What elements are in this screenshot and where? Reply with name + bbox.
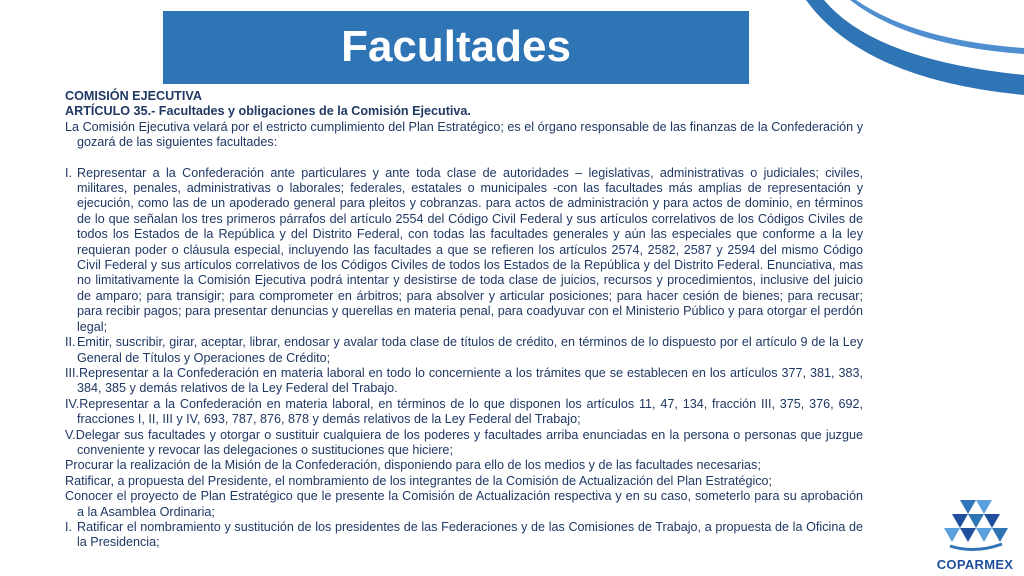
item-text: Representar a la Confederación ante particulares y ante toda clase de autoridades – legislativas, administrativas o judiciales; civiles, militares, penales, administrativas o laborales; federales, estatales o municipales -con las facultades más amplias de representación y ejecución, como las de un apoderado general para pleitos y cobranzas. para actos de administración y para actos de dominio, en términos de lo que señalan los tres primeros párrafos del artículo 2554 del Código Civil Federal y sus artículos correlativos de los Códigos Civiles de todos los Estados de la República y del Distrito Federal, con todas las facultades generales y aún las especiales que conforme a la ley requieran poder o cláusula especial, incluyendo las facultades a que se refieren los artículos 2574, 2582, 2587 y 2594 del mismo Código Civil Federal y sus artículos correlativos de los Códigos Civiles de todos los Estados de la República y del Distrito Federal. Enunciativa, mas no limitativamente la Comisión Ejecutiva podrá intentar y desistirse de toda clase de juicios, recursos y procedimientos, inclusive del juicio de amparo; para transigir; para comprometer en árbitros; para absolver y articular posiciones; para hacer cesión de bienes; para recusar; para recibir pagos; para presentar denuncias y querellas en materia penal, para coadyuvar con el Ministerio Público y para otorgar el perdón legal; <box>77 165 863 334</box>
item-text: Representar a la Confederación en materia laboral, en términos de lo que disponen los artículos 11, 47, 134, fracción III, 375, 376, 692, fracciones I, II, III y IV, 693, 787, 876, 878 y demás relativos de la Ley Federal del Trabajo; <box>77 396 863 427</box>
list-item <box>65 366 863 397</box>
ratificar-line: Ratificar, a propuesta del Presidente, el nombramiento de los integrantes de la Comisión de Actualización del Plan Estratégico; <box>65 473 773 488</box>
item-number: I. <box>65 165 72 180</box>
section-heading: COMISIÓN EJECUTIVA <box>65 89 202 103</box>
slide-body <box>65 89 863 551</box>
coparmex-logo <box>930 496 1020 572</box>
item-number: III. <box>65 365 79 380</box>
item-text: Delegar sus facultades y otorgar o sustituir cualquiera de los poderes y facultades arriba enunciadas en la persona o personas que juzgue conveniente y revocar las delegaciones o sustituciones que hiciere; <box>75 427 863 457</box>
title-banner <box>163 11 749 84</box>
conocer-line: Conocer el proyecto de Plan Estratégico que le presente la Comisión de Actualización respectiva y en su caso, someterlo para su aprobación a la Asamblea Ordinaria; <box>65 489 863 519</box>
item-number: IV. <box>65 396 80 411</box>
item-number: II. <box>65 335 76 350</box>
intro-paragraph: La Comisión Ejecutiva velará por el estricto cumplimiento del Plan Estratégico; es el órgano responsable de las finanzas de la Confederación y gozará de las siguientes facultades: <box>65 119 863 150</box>
slide-title: Facultades <box>341 22 571 71</box>
item-number: V. <box>65 427 76 442</box>
list-item <box>65 397 863 428</box>
procurar-line: Procurar la realización de la Misión de la Confederación, disponiendo para ello de los medios y de las facultades necesarias; <box>65 458 761 473</box>
list-item <box>65 520 863 551</box>
list-item <box>65 166 863 335</box>
list-item <box>65 335 863 366</box>
item-text: Representar a la Confederación en materia laboral en todo lo concerniente a los trámites que se establecen en los artículos 377, 381, 383, 384, 385 y demás relativos de la Ley Federal del Trabajo. <box>77 365 863 396</box>
article-heading: ARTÍCULO 35.- Facultades y obligaciones de la Comisión Ejecutiva. <box>65 104 471 119</box>
item-text: Ratificar el nombramiento y sustitución de los presidentes de las Federaciones y de las Comisiones de Trabajo, a propuesta de la Oficina de la Presidencia; <box>77 519 863 550</box>
list-item <box>65 428 863 459</box>
coparmex-logo-icon <box>930 496 1020 554</box>
item-number: I. <box>65 519 72 534</box>
item-text: Emitir, suscribir, girar, aceptar, librar, endosar y avalar toda clase de títulos de crédito, en términos de lo dispuesto por el artículo 9 de la Ley General de Títulos y Operaciones de Crédito; <box>77 335 863 365</box>
logo-wordmark: COPARMEX <box>936 557 1014 572</box>
